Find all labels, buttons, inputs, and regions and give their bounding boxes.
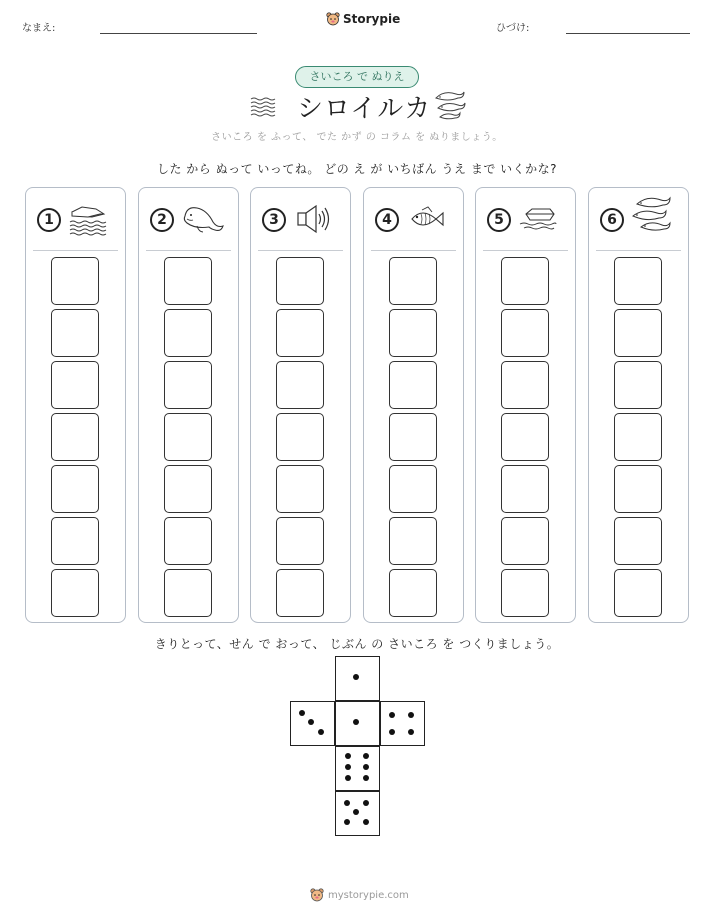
sound-speaker-icon	[293, 202, 333, 236]
dice-pip	[408, 712, 414, 718]
color-cell[interactable]	[164, 361, 212, 409]
column-header	[589, 188, 688, 251]
dice-pip	[299, 710, 305, 716]
subtitle: さいころ を ふって、 でた かず の コラム を ぬりましょう。	[211, 132, 503, 143]
date-label: ひづけ:	[496, 23, 530, 34]
color-cell[interactable]	[614, 569, 662, 617]
dice-pip	[345, 753, 351, 759]
dice-pip	[318, 729, 324, 735]
color-cell[interactable]	[276, 413, 324, 461]
column-divider	[483, 250, 568, 251]
column-number: 6	[600, 208, 624, 232]
column-header	[251, 188, 350, 251]
name-line[interactable]	[100, 33, 257, 34]
column-number: 3	[262, 208, 286, 232]
color-cell[interactable]	[51, 309, 99, 357]
color-cell[interactable]	[614, 465, 662, 513]
color-cell[interactable]	[389, 569, 437, 617]
dice-pip	[345, 764, 351, 770]
footer	[310, 888, 409, 902]
ice-water-icon	[249, 96, 279, 118]
name-label: なまえ:	[22, 23, 56, 34]
brand-logo	[326, 12, 400, 26]
dice-face-4	[380, 701, 425, 746]
column-header	[476, 188, 575, 251]
color-cell[interactable]	[51, 361, 99, 409]
brand-name: Storypie	[343, 12, 401, 26]
color-cell[interactable]	[614, 361, 662, 409]
column-header	[26, 188, 125, 251]
page-title: シロイルカ	[297, 94, 432, 124]
column-divider	[33, 250, 118, 251]
column-divider	[146, 250, 231, 251]
color-cell[interactable]	[164, 465, 212, 513]
color-cell[interactable]	[614, 257, 662, 305]
color-cell[interactable]	[501, 569, 549, 617]
dice-face-3	[290, 701, 335, 746]
color-cell[interactable]	[276, 517, 324, 565]
dice-pip	[363, 764, 369, 770]
dice-pip	[344, 800, 350, 806]
bear-mascot-icon	[310, 888, 324, 902]
column-header	[139, 188, 238, 251]
beluga-whale-icon	[181, 202, 225, 236]
dice-pip	[345, 775, 351, 781]
dice-pip	[308, 719, 314, 725]
column-number: 4	[375, 208, 399, 232]
dice-face-5	[335, 791, 380, 836]
dice-pip	[363, 819, 369, 825]
instruction: した から ぬって いってね。 どの え が いちばん うえ まで いくかな?	[156, 162, 558, 176]
color-cell[interactable]	[164, 309, 212, 357]
color-cell[interactable]	[614, 517, 662, 565]
color-cell[interactable]	[501, 257, 549, 305]
color-cell[interactable]	[164, 413, 212, 461]
color-cell[interactable]	[389, 465, 437, 513]
dice-pip	[363, 775, 369, 781]
color-cell[interactable]	[501, 361, 549, 409]
column-1	[25, 187, 126, 623]
color-cell[interactable]	[276, 465, 324, 513]
dice-face-6	[335, 746, 380, 791]
color-cell[interactable]	[276, 569, 324, 617]
dice-pip	[353, 719, 359, 725]
color-cell[interactable]	[614, 309, 662, 357]
date-line[interactable]	[566, 33, 690, 34]
color-cell[interactable]	[51, 413, 99, 461]
color-cell[interactable]	[51, 465, 99, 513]
column-3	[250, 187, 351, 623]
dice-pip	[363, 800, 369, 806]
column-number: 5	[487, 208, 511, 232]
color-cell[interactable]	[276, 361, 324, 409]
footer-url[interactable]: mystorypie.com	[328, 889, 409, 901]
column-divider	[371, 250, 456, 251]
color-cell[interactable]	[389, 361, 437, 409]
title-badge: さいころ で ぬりえ	[295, 66, 419, 88]
bear-mascot-icon	[326, 12, 340, 26]
color-cell[interactable]	[501, 517, 549, 565]
column-5	[475, 187, 576, 623]
fish-icon	[406, 202, 446, 236]
dice-pip	[389, 729, 395, 735]
belugas-icon	[432, 88, 468, 120]
color-cell[interactable]	[389, 517, 437, 565]
color-cell[interactable]	[51, 257, 99, 305]
column-divider	[596, 250, 681, 251]
column-divider	[258, 250, 343, 251]
column-header	[364, 188, 463, 251]
color-cell[interactable]	[389, 413, 437, 461]
color-cell[interactable]	[501, 309, 549, 357]
color-cell[interactable]	[51, 569, 99, 617]
color-cell[interactable]	[501, 413, 549, 461]
column-4	[363, 187, 464, 623]
color-cell[interactable]	[51, 517, 99, 565]
sea-ice-icon	[68, 202, 108, 236]
color-cell[interactable]	[164, 569, 212, 617]
beluga-pod-icon	[631, 194, 677, 238]
column-number: 2	[150, 208, 174, 232]
ice-floe-icon	[518, 202, 558, 236]
color-cell[interactable]	[164, 257, 212, 305]
color-cell[interactable]	[389, 257, 437, 305]
dice-pip	[363, 753, 369, 759]
color-cell[interactable]	[276, 309, 324, 357]
dice-pip	[389, 712, 395, 718]
column-6	[588, 187, 689, 623]
dice-face-1	[335, 656, 380, 701]
color-cell[interactable]	[389, 309, 437, 357]
color-cell[interactable]	[276, 257, 324, 305]
dice-pip	[408, 729, 414, 735]
dice-face-center	[335, 701, 380, 746]
dice-pip	[344, 819, 350, 825]
dice-pip	[353, 674, 359, 680]
dice-pip	[353, 809, 359, 815]
color-cell[interactable]	[164, 517, 212, 565]
cut-instruction: きりとって、せん で おって、 じぶん の さいころ を つくりましょう。	[154, 637, 560, 651]
color-cell[interactable]	[501, 465, 549, 513]
column-number: 1	[37, 208, 61, 232]
color-cell[interactable]	[614, 413, 662, 461]
column-2	[138, 187, 239, 623]
